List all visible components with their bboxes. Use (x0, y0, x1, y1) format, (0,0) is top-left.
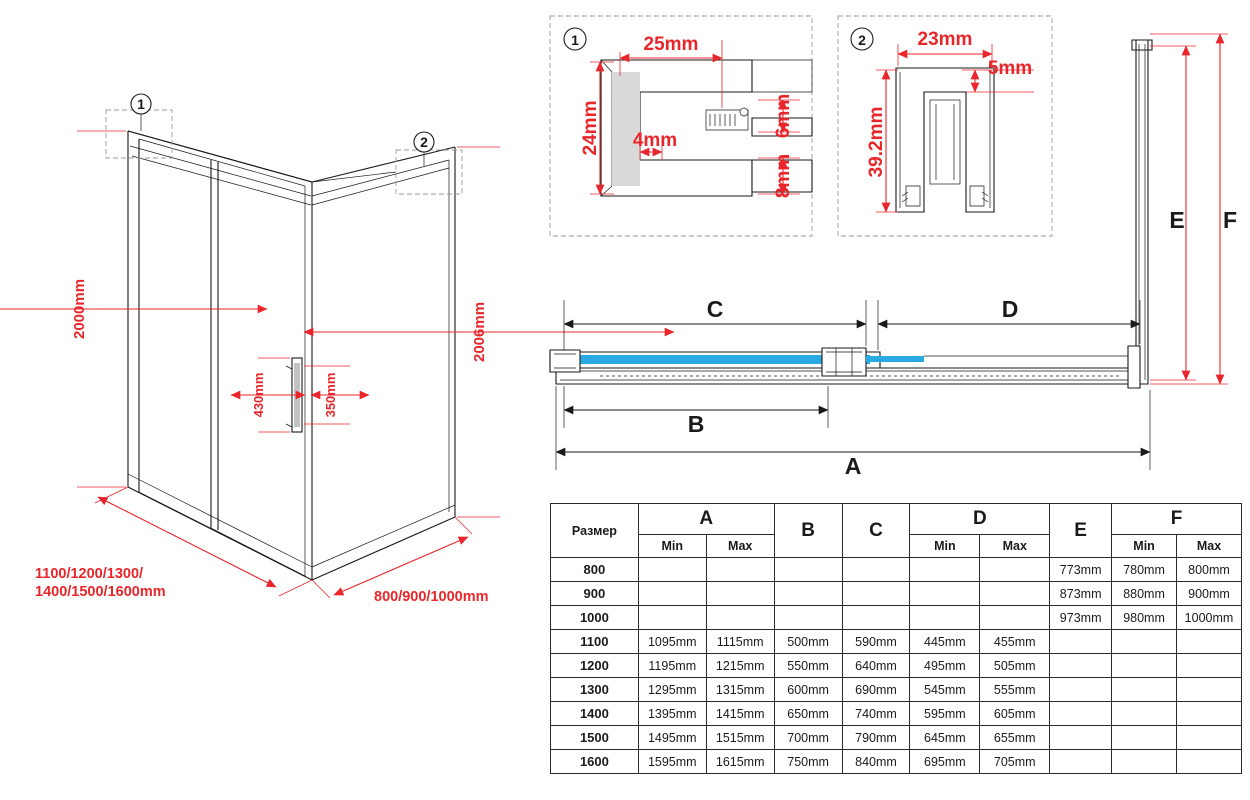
cell-c (842, 558, 910, 582)
cell-a-max: 1115mm (706, 630, 774, 654)
cell-f-max (1177, 630, 1242, 654)
cell-b: 700mm (774, 726, 842, 750)
cell-c: 690mm (842, 678, 910, 702)
dim-height-right: 2006mm (471, 301, 488, 363)
cell-e: 873mm (1050, 582, 1112, 606)
cell-a-min: 1095mm (638, 630, 706, 654)
dim-4mm: 4mm (632, 130, 678, 151)
cell-a-max (706, 582, 774, 606)
cell-a-min: 1395mm (638, 702, 706, 726)
header-C: C (842, 504, 910, 558)
cell-a-max: 1415mm (706, 702, 774, 726)
detail-1-marker: 1 (571, 32, 579, 48)
header-F-max: Max (1177, 535, 1242, 558)
cell-d-max: 705mm (980, 750, 1050, 774)
letter-B: B (687, 411, 705, 437)
cell-b (774, 558, 842, 582)
caption-depth: 800/900/1000mm (374, 589, 489, 605)
callout-1-number: 1 (137, 96, 145, 112)
cell-d-min: 645mm (910, 726, 980, 750)
cell-c: 590mm (842, 630, 910, 654)
spec-table-wrapper (550, 503, 1242, 774)
letter-F: F (1222, 207, 1238, 233)
detail-2-marker: 2 (858, 32, 866, 48)
cell-f-max (1177, 726, 1242, 750)
dim-24mm: 24mm (580, 100, 601, 156)
cell-a-max: 1515mm (706, 726, 774, 750)
cell-f-min (1112, 750, 1177, 774)
cell-e (1050, 702, 1112, 726)
cell-a-min (638, 558, 706, 582)
cell-c: 790mm (842, 726, 910, 750)
cell-e: 973mm (1050, 606, 1112, 630)
header-D: D (910, 504, 1050, 535)
cell-e (1050, 678, 1112, 702)
cell-b: 600mm (774, 678, 842, 702)
table-body (551, 558, 1242, 774)
table-row (551, 702, 1242, 726)
cell-d-min (910, 558, 980, 582)
cell-d-min: 495mm (910, 654, 980, 678)
cell-a-min: 1295mm (638, 678, 706, 702)
cell-e (1050, 726, 1112, 750)
dim-handle-height: 430mm (251, 372, 266, 418)
cell-a-min: 1495mm (638, 726, 706, 750)
cell-d-min (910, 582, 980, 606)
header-B: B (774, 504, 842, 558)
table-row (551, 678, 1242, 702)
cell-d-min: 545mm (910, 678, 980, 702)
cell-a-max: 1615mm (706, 750, 774, 774)
cell-a-max: 1315mm (706, 678, 774, 702)
callout-2-number: 2 (420, 134, 428, 150)
dim-25mm: 25mm (643, 34, 699, 55)
cell-e (1050, 750, 1112, 774)
table-row (551, 630, 1242, 654)
cell-f-max: 1000mm (1177, 606, 1242, 630)
cell-b: 550mm (774, 654, 842, 678)
cell-f-min: 880mm (1112, 582, 1177, 606)
row-header-size: 1000 (551, 606, 639, 630)
cell-c: 640mm (842, 654, 910, 678)
cell-f-min (1112, 654, 1177, 678)
header-A-max: Max (706, 535, 774, 558)
table-row (551, 750, 1242, 774)
table-header-row-letters (551, 504, 1242, 535)
plan-view (550, 296, 1150, 479)
cell-b (774, 582, 842, 606)
cell-d-max: 605mm (980, 702, 1050, 726)
cell-d-max (980, 558, 1050, 582)
spec-table (550, 503, 1242, 774)
dim-height-left: 2000mm (71, 278, 88, 340)
dim-handle-width: 350mm (323, 372, 338, 418)
header-D-min: Min (910, 535, 980, 558)
cell-d-max (980, 606, 1050, 630)
cell-f-min: 980mm (1112, 606, 1177, 630)
cell-a-max (706, 606, 774, 630)
dim-6mm: 6mm (773, 93, 794, 139)
header-F-min: Min (1112, 535, 1177, 558)
detail-1-view (550, 16, 812, 236)
dim-39-2mm: 39.2mm (866, 106, 887, 178)
cell-c: 740mm (842, 702, 910, 726)
table-row (551, 654, 1242, 678)
row-header-size: 1200 (551, 654, 639, 678)
cell-b: 500mm (774, 630, 842, 654)
side-elevation-view (1132, 34, 1237, 384)
cell-f-max (1177, 654, 1242, 678)
cell-d-min: 695mm (910, 750, 980, 774)
cell-a-min (638, 582, 706, 606)
cell-d-min: 595mm (910, 702, 980, 726)
caption-width: 1100/1200/1300/ 1400/1500/1600mm (35, 566, 166, 600)
cell-f-max (1177, 678, 1242, 702)
cell-e (1050, 654, 1112, 678)
table-row (551, 558, 1242, 582)
header-size: Размер (551, 504, 639, 558)
header-D-max: Max (980, 535, 1050, 558)
cell-a-min (638, 606, 706, 630)
header-A-min: Min (638, 535, 706, 558)
cell-f-min: 780mm (1112, 558, 1177, 582)
row-header-size: 900 (551, 582, 639, 606)
row-header-size: 1100 (551, 630, 639, 654)
detail-2-view (838, 16, 1052, 236)
header-E: E (1050, 504, 1112, 558)
cell-e (1050, 630, 1112, 654)
table-row (551, 726, 1242, 750)
letter-C: C (706, 296, 724, 322)
row-header-size: 1400 (551, 702, 639, 726)
cell-a-min: 1195mm (638, 654, 706, 678)
cell-f-min (1112, 726, 1177, 750)
row-header-size: 800 (551, 558, 639, 582)
dim-5mm: 5mm (987, 58, 1033, 79)
cell-d-max (980, 582, 1050, 606)
cell-b: 750mm (774, 750, 842, 774)
letter-A: A (844, 453, 862, 479)
row-header-size: 1600 (551, 750, 639, 774)
row-header-size: 1300 (551, 678, 639, 702)
cell-f-min (1112, 630, 1177, 654)
cell-b: 650mm (774, 702, 842, 726)
cell-a-min: 1595mm (638, 750, 706, 774)
cell-d-max: 655mm (980, 726, 1050, 750)
dim-8mm: 8mm (773, 153, 794, 199)
cell-c: 840mm (842, 750, 910, 774)
cell-f-max: 800mm (1177, 558, 1242, 582)
header-A: A (638, 504, 774, 535)
cell-a-max (706, 558, 774, 582)
row-header-size: 1500 (551, 726, 639, 750)
cell-e: 773mm (1050, 558, 1112, 582)
cell-b (774, 606, 842, 630)
letter-E: E (1169, 207, 1185, 233)
table-row (551, 582, 1242, 606)
cell-f-max: 900mm (1177, 582, 1242, 606)
cell-d-max: 505mm (980, 654, 1050, 678)
cell-f-min (1112, 678, 1177, 702)
cell-f-max (1177, 702, 1242, 726)
cell-d-min: 445mm (910, 630, 980, 654)
header-F: F (1112, 504, 1242, 535)
cell-f-max (1177, 750, 1242, 774)
cell-d-max: 455mm (980, 630, 1050, 654)
cell-f-min (1112, 702, 1177, 726)
table-row (551, 606, 1242, 630)
cell-c (842, 606, 910, 630)
cell-c (842, 582, 910, 606)
cell-d-max: 555mm (980, 678, 1050, 702)
letter-D: D (1001, 296, 1019, 322)
cell-d-min (910, 606, 980, 630)
cell-a-max: 1215mm (706, 654, 774, 678)
dim-23mm: 23mm (917, 29, 973, 50)
